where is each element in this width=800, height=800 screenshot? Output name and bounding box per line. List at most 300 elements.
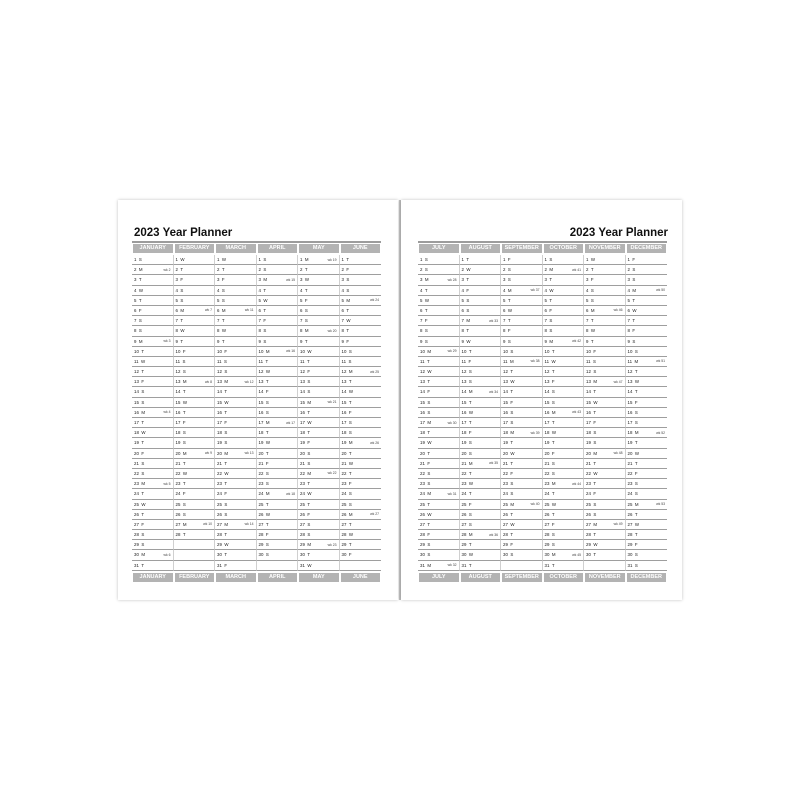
day-cell[interactable]	[626, 510, 668, 520]
day-cell[interactable]	[626, 265, 668, 275]
day-cell[interactable]	[257, 296, 299, 306]
day-cell[interactable]	[584, 387, 626, 397]
day-cell[interactable]	[584, 326, 626, 336]
day-cell[interactable]	[418, 387, 460, 397]
day-cell[interactable]	[501, 479, 543, 489]
day-cell[interactable]	[257, 265, 299, 275]
day-cell[interactable]	[418, 550, 460, 560]
day-cell[interactable]	[543, 306, 585, 316]
day-cell[interactable]	[460, 510, 502, 520]
day-cell[interactable]	[584, 469, 626, 479]
day-cell[interactable]	[584, 347, 626, 357]
day-cell[interactable]	[626, 428, 668, 438]
day-cell[interactable]	[460, 428, 502, 438]
day-cell[interactable]	[543, 296, 585, 306]
day-cell[interactable]	[543, 469, 585, 479]
day-cell[interactable]	[298, 255, 340, 265]
day-cell[interactable]	[298, 479, 340, 489]
day-cell[interactable]	[174, 275, 216, 285]
day-cell[interactable]	[460, 255, 502, 265]
day-cell[interactable]	[174, 306, 216, 316]
day-cell[interactable]	[460, 469, 502, 479]
day-cell[interactable]	[132, 550, 174, 560]
day-cell[interactable]	[543, 398, 585, 408]
day-cell[interactable]	[460, 540, 502, 550]
day-cell[interactable]	[584, 418, 626, 428]
day-cell[interactable]	[418, 510, 460, 520]
day-cell[interactable]	[584, 479, 626, 489]
day-cell[interactable]	[501, 418, 543, 428]
day-cell[interactable]	[584, 357, 626, 367]
day-cell[interactable]	[626, 418, 668, 428]
day-cell[interactable]	[298, 387, 340, 397]
day-cell[interactable]	[174, 347, 216, 357]
day-cell[interactable]	[132, 540, 174, 550]
day-cell[interactable]	[626, 438, 668, 448]
day-cell[interactable]	[584, 550, 626, 560]
day-cell[interactable]	[174, 459, 216, 469]
day-cell[interactable]	[132, 530, 174, 540]
day-cell[interactable]	[298, 326, 340, 336]
day-cell[interactable]	[257, 306, 299, 316]
day-cell[interactable]	[215, 520, 257, 530]
day-cell[interactable]	[501, 347, 543, 357]
day-cell[interactable]	[418, 306, 460, 316]
day-cell[interactable]	[418, 286, 460, 296]
day-cell[interactable]	[501, 469, 543, 479]
day-cell[interactable]	[460, 489, 502, 499]
day-cell[interactable]	[174, 438, 216, 448]
day-cell[interactable]	[257, 316, 299, 326]
day-cell[interactable]	[257, 500, 299, 510]
day-cell[interactable]	[215, 255, 257, 265]
day-cell[interactable]	[257, 377, 299, 387]
day-cell[interactable]	[626, 530, 668, 540]
day-cell[interactable]	[257, 479, 299, 489]
day-cell[interactable]	[298, 540, 340, 550]
day-cell[interactable]	[543, 550, 585, 560]
day-cell[interactable]	[501, 387, 543, 397]
day-cell[interactable]	[543, 367, 585, 377]
day-cell[interactable]	[174, 408, 216, 418]
day-cell[interactable]	[418, 438, 460, 448]
day-cell[interactable]	[340, 377, 382, 387]
day-cell[interactable]	[132, 418, 174, 428]
day-cell[interactable]	[543, 479, 585, 489]
day-cell[interactable]	[626, 387, 668, 397]
day-cell[interactable]	[584, 275, 626, 285]
day-cell[interactable]	[174, 479, 216, 489]
day-cell[interactable]	[298, 469, 340, 479]
day-cell[interactable]	[132, 479, 174, 489]
day-cell[interactable]	[340, 296, 382, 306]
day-cell[interactable]	[584, 286, 626, 296]
day-cell[interactable]	[340, 326, 382, 336]
day-cell[interactable]	[215, 510, 257, 520]
day-cell[interactable]	[584, 510, 626, 520]
day-cell[interactable]	[215, 550, 257, 560]
day-cell[interactable]	[298, 530, 340, 540]
day-cell[interactable]	[543, 337, 585, 347]
day-cell[interactable]	[215, 326, 257, 336]
day-cell[interactable]	[132, 275, 174, 285]
day-cell[interactable]	[543, 377, 585, 387]
day-cell[interactable]	[174, 418, 216, 428]
day-cell[interactable]	[298, 510, 340, 520]
day-cell[interactable]	[215, 449, 257, 459]
day-cell[interactable]	[626, 459, 668, 469]
day-cell[interactable]	[174, 398, 216, 408]
day-cell[interactable]	[626, 561, 668, 571]
day-cell[interactable]	[584, 530, 626, 540]
day-cell[interactable]	[584, 428, 626, 438]
day-cell[interactable]	[626, 489, 668, 499]
day-cell[interactable]	[215, 398, 257, 408]
day-cell[interactable]	[215, 357, 257, 367]
day-cell[interactable]	[501, 367, 543, 377]
day-cell[interactable]	[298, 316, 340, 326]
day-cell[interactable]	[340, 449, 382, 459]
day-cell[interactable]	[215, 500, 257, 510]
day-cell[interactable]	[298, 306, 340, 316]
day-cell[interactable]	[340, 438, 382, 448]
day-cell[interactable]	[501, 459, 543, 469]
day-cell[interactable]	[174, 337, 216, 347]
day-cell[interactable]	[257, 520, 299, 530]
day-cell[interactable]	[215, 316, 257, 326]
day-cell[interactable]	[418, 540, 460, 550]
day-cell[interactable]	[340, 316, 382, 326]
day-cell[interactable]	[340, 408, 382, 418]
day-cell[interactable]	[460, 520, 502, 530]
day-cell[interactable]	[132, 469, 174, 479]
day-cell[interactable]	[418, 520, 460, 530]
day-cell[interactable]	[584, 520, 626, 530]
day-cell[interactable]	[298, 449, 340, 459]
day-cell[interactable]	[257, 408, 299, 418]
day-cell[interactable]	[340, 306, 382, 316]
day-cell[interactable]	[501, 428, 543, 438]
day-cell[interactable]	[257, 275, 299, 285]
day-cell[interactable]	[501, 438, 543, 448]
day-cell[interactable]	[257, 347, 299, 357]
day-cell[interactable]	[257, 530, 299, 540]
day-cell[interactable]	[418, 296, 460, 306]
day-cell[interactable]	[174, 367, 216, 377]
day-cell[interactable]	[298, 286, 340, 296]
day-cell[interactable]	[132, 387, 174, 397]
day-cell[interactable]	[132, 449, 174, 459]
day-cell[interactable]	[460, 326, 502, 336]
day-cell[interactable]	[501, 540, 543, 550]
day-cell[interactable]	[460, 265, 502, 275]
day-cell[interactable]	[626, 316, 668, 326]
day-cell[interactable]	[215, 459, 257, 469]
day-cell[interactable]	[340, 489, 382, 499]
day-cell[interactable]	[418, 357, 460, 367]
day-cell[interactable]	[174, 469, 216, 479]
day-cell[interactable]	[215, 296, 257, 306]
day-cell[interactable]	[584, 367, 626, 377]
day-cell[interactable]	[501, 265, 543, 275]
day-cell[interactable]	[132, 296, 174, 306]
day-cell[interactable]	[501, 286, 543, 296]
day-cell[interactable]	[132, 347, 174, 357]
day-cell[interactable]	[257, 337, 299, 347]
day-cell[interactable]	[257, 286, 299, 296]
day-cell[interactable]	[132, 265, 174, 275]
day-cell[interactable]	[215, 408, 257, 418]
day-cell[interactable]	[501, 408, 543, 418]
day-cell[interactable]	[501, 530, 543, 540]
day-cell[interactable]	[460, 408, 502, 418]
day-cell[interactable]	[298, 520, 340, 530]
day-cell[interactable]	[460, 316, 502, 326]
day-cell[interactable]	[626, 337, 668, 347]
day-cell[interactable]	[543, 265, 585, 275]
day-cell[interactable]	[501, 398, 543, 408]
day-cell[interactable]	[174, 449, 216, 459]
day-cell[interactable]	[298, 398, 340, 408]
day-cell[interactable]	[501, 326, 543, 336]
day-cell[interactable]	[584, 408, 626, 418]
day-cell[interactable]	[543, 561, 585, 571]
day-cell[interactable]	[215, 377, 257, 387]
day-cell[interactable]	[543, 489, 585, 499]
day-cell[interactable]	[584, 337, 626, 347]
day-cell[interactable]	[543, 520, 585, 530]
day-cell[interactable]	[626, 357, 668, 367]
day-cell[interactable]	[298, 459, 340, 469]
day-cell[interactable]	[215, 489, 257, 499]
day-cell[interactable]	[626, 408, 668, 418]
day-cell[interactable]	[543, 408, 585, 418]
day-cell[interactable]	[340, 428, 382, 438]
day-cell[interactable]	[298, 550, 340, 560]
day-cell[interactable]	[298, 337, 340, 347]
day-cell[interactable]	[460, 530, 502, 540]
day-cell[interactable]	[298, 377, 340, 387]
day-cell[interactable]	[298, 428, 340, 438]
day-cell[interactable]	[584, 296, 626, 306]
day-cell[interactable]	[298, 275, 340, 285]
day-cell[interactable]	[215, 428, 257, 438]
day-cell[interactable]	[626, 398, 668, 408]
day-cell[interactable]	[340, 530, 382, 540]
day-cell[interactable]	[215, 530, 257, 540]
day-cell[interactable]	[257, 255, 299, 265]
day-cell[interactable]	[340, 387, 382, 397]
day-cell[interactable]	[418, 337, 460, 347]
day-cell[interactable]	[298, 500, 340, 510]
day-cell[interactable]	[215, 367, 257, 377]
day-cell[interactable]	[626, 479, 668, 489]
day-cell[interactable]	[215, 540, 257, 550]
day-cell[interactable]	[174, 550, 216, 560]
day-cell[interactable]	[215, 306, 257, 316]
day-cell[interactable]	[460, 561, 502, 571]
day-cell[interactable]	[626, 255, 668, 265]
day-cell[interactable]	[174, 520, 216, 530]
day-cell[interactable]	[132, 377, 174, 387]
day-cell[interactable]	[501, 357, 543, 367]
day-cell[interactable]	[626, 306, 668, 316]
day-cell[interactable]	[543, 357, 585, 367]
day-cell[interactable]	[418, 326, 460, 336]
day-cell[interactable]	[626, 347, 668, 357]
day-cell[interactable]	[174, 530, 216, 540]
day-cell[interactable]	[501, 275, 543, 285]
day-cell[interactable]	[460, 459, 502, 469]
day-cell[interactable]	[132, 286, 174, 296]
day-cell[interactable]	[543, 510, 585, 520]
day-cell[interactable]	[501, 337, 543, 347]
day-cell[interactable]	[543, 387, 585, 397]
day-cell[interactable]	[340, 347, 382, 357]
day-cell[interactable]	[460, 337, 502, 347]
day-cell[interactable]	[132, 398, 174, 408]
day-cell[interactable]	[298, 438, 340, 448]
day-cell[interactable]	[257, 489, 299, 499]
day-cell[interactable]	[174, 489, 216, 499]
day-cell[interactable]	[340, 479, 382, 489]
day-cell[interactable]	[460, 418, 502, 428]
day-cell[interactable]	[501, 500, 543, 510]
day-cell[interactable]	[460, 438, 502, 448]
day-cell[interactable]	[174, 316, 216, 326]
day-cell[interactable]	[174, 296, 216, 306]
day-cell[interactable]	[215, 479, 257, 489]
day-cell[interactable]	[626, 275, 668, 285]
day-cell[interactable]	[257, 428, 299, 438]
day-cell[interactable]	[584, 449, 626, 459]
day-cell[interactable]	[257, 326, 299, 336]
day-cell[interactable]	[418, 561, 460, 571]
day-cell[interactable]	[543, 316, 585, 326]
day-cell[interactable]	[340, 357, 382, 367]
day-cell[interactable]	[215, 438, 257, 448]
day-cell[interactable]	[215, 387, 257, 397]
day-cell[interactable]	[215, 418, 257, 428]
day-cell[interactable]	[298, 561, 340, 571]
day-cell[interactable]	[215, 286, 257, 296]
day-cell[interactable]	[460, 306, 502, 316]
day-cell[interactable]	[584, 377, 626, 387]
day-cell[interactable]	[460, 479, 502, 489]
day-cell[interactable]	[174, 561, 216, 571]
day-cell[interactable]	[340, 500, 382, 510]
day-cell[interactable]	[501, 510, 543, 520]
day-cell[interactable]	[460, 357, 502, 367]
day-cell[interactable]	[174, 326, 216, 336]
day-cell[interactable]	[257, 398, 299, 408]
day-cell[interactable]	[257, 357, 299, 367]
day-cell[interactable]	[584, 316, 626, 326]
day-cell[interactable]	[298, 357, 340, 367]
day-cell[interactable]	[460, 367, 502, 377]
day-cell[interactable]	[543, 275, 585, 285]
day-cell[interactable]	[257, 449, 299, 459]
day-cell[interactable]	[418, 398, 460, 408]
day-cell[interactable]	[215, 337, 257, 347]
day-cell[interactable]	[215, 347, 257, 357]
day-cell[interactable]	[174, 500, 216, 510]
day-cell[interactable]	[340, 286, 382, 296]
day-cell[interactable]	[460, 550, 502, 560]
day-cell[interactable]	[501, 316, 543, 326]
day-cell[interactable]	[340, 255, 382, 265]
day-cell[interactable]	[132, 408, 174, 418]
day-cell[interactable]	[584, 265, 626, 275]
day-cell[interactable]	[626, 326, 668, 336]
day-cell[interactable]	[174, 357, 216, 367]
day-cell[interactable]	[257, 550, 299, 560]
day-cell[interactable]	[418, 418, 460, 428]
day-cell[interactable]	[418, 255, 460, 265]
day-cell[interactable]	[418, 347, 460, 357]
day-cell[interactable]	[543, 459, 585, 469]
day-cell[interactable]	[418, 469, 460, 479]
day-cell[interactable]	[460, 500, 502, 510]
day-cell[interactable]	[340, 418, 382, 428]
day-cell[interactable]	[298, 367, 340, 377]
day-cell[interactable]	[626, 469, 668, 479]
day-cell[interactable]	[340, 540, 382, 550]
day-cell[interactable]	[626, 296, 668, 306]
day-cell[interactable]	[340, 520, 382, 530]
day-cell[interactable]	[174, 377, 216, 387]
day-cell[interactable]	[132, 510, 174, 520]
day-cell[interactable]	[460, 347, 502, 357]
day-cell[interactable]	[418, 489, 460, 499]
day-cell[interactable]	[215, 275, 257, 285]
day-cell[interactable]	[584, 398, 626, 408]
day-cell[interactable]	[418, 367, 460, 377]
day-cell[interactable]	[174, 265, 216, 275]
day-cell[interactable]	[543, 438, 585, 448]
day-cell[interactable]	[257, 387, 299, 397]
day-cell[interactable]	[501, 550, 543, 560]
day-cell[interactable]	[626, 367, 668, 377]
day-cell[interactable]	[298, 347, 340, 357]
day-cell[interactable]	[626, 286, 668, 296]
day-cell[interactable]	[215, 265, 257, 275]
day-cell[interactable]	[418, 377, 460, 387]
day-cell[interactable]	[132, 326, 174, 336]
day-cell[interactable]	[501, 561, 543, 571]
day-cell[interactable]	[418, 265, 460, 275]
day-cell[interactable]	[501, 489, 543, 499]
day-cell[interactable]	[340, 469, 382, 479]
day-cell[interactable]	[340, 398, 382, 408]
day-cell[interactable]	[298, 296, 340, 306]
day-cell[interactable]	[132, 520, 174, 530]
day-cell[interactable]	[257, 459, 299, 469]
day-cell[interactable]	[543, 418, 585, 428]
day-cell[interactable]	[626, 550, 668, 560]
day-cell[interactable]	[626, 449, 668, 459]
day-cell[interactable]	[174, 540, 216, 550]
day-cell[interactable]	[460, 377, 502, 387]
day-cell[interactable]	[584, 306, 626, 316]
day-cell[interactable]	[132, 489, 174, 499]
day-cell[interactable]	[543, 286, 585, 296]
day-cell[interactable]	[132, 316, 174, 326]
day-cell[interactable]	[543, 449, 585, 459]
day-cell[interactable]	[340, 337, 382, 347]
day-cell[interactable]	[584, 500, 626, 510]
day-cell[interactable]	[418, 479, 460, 489]
